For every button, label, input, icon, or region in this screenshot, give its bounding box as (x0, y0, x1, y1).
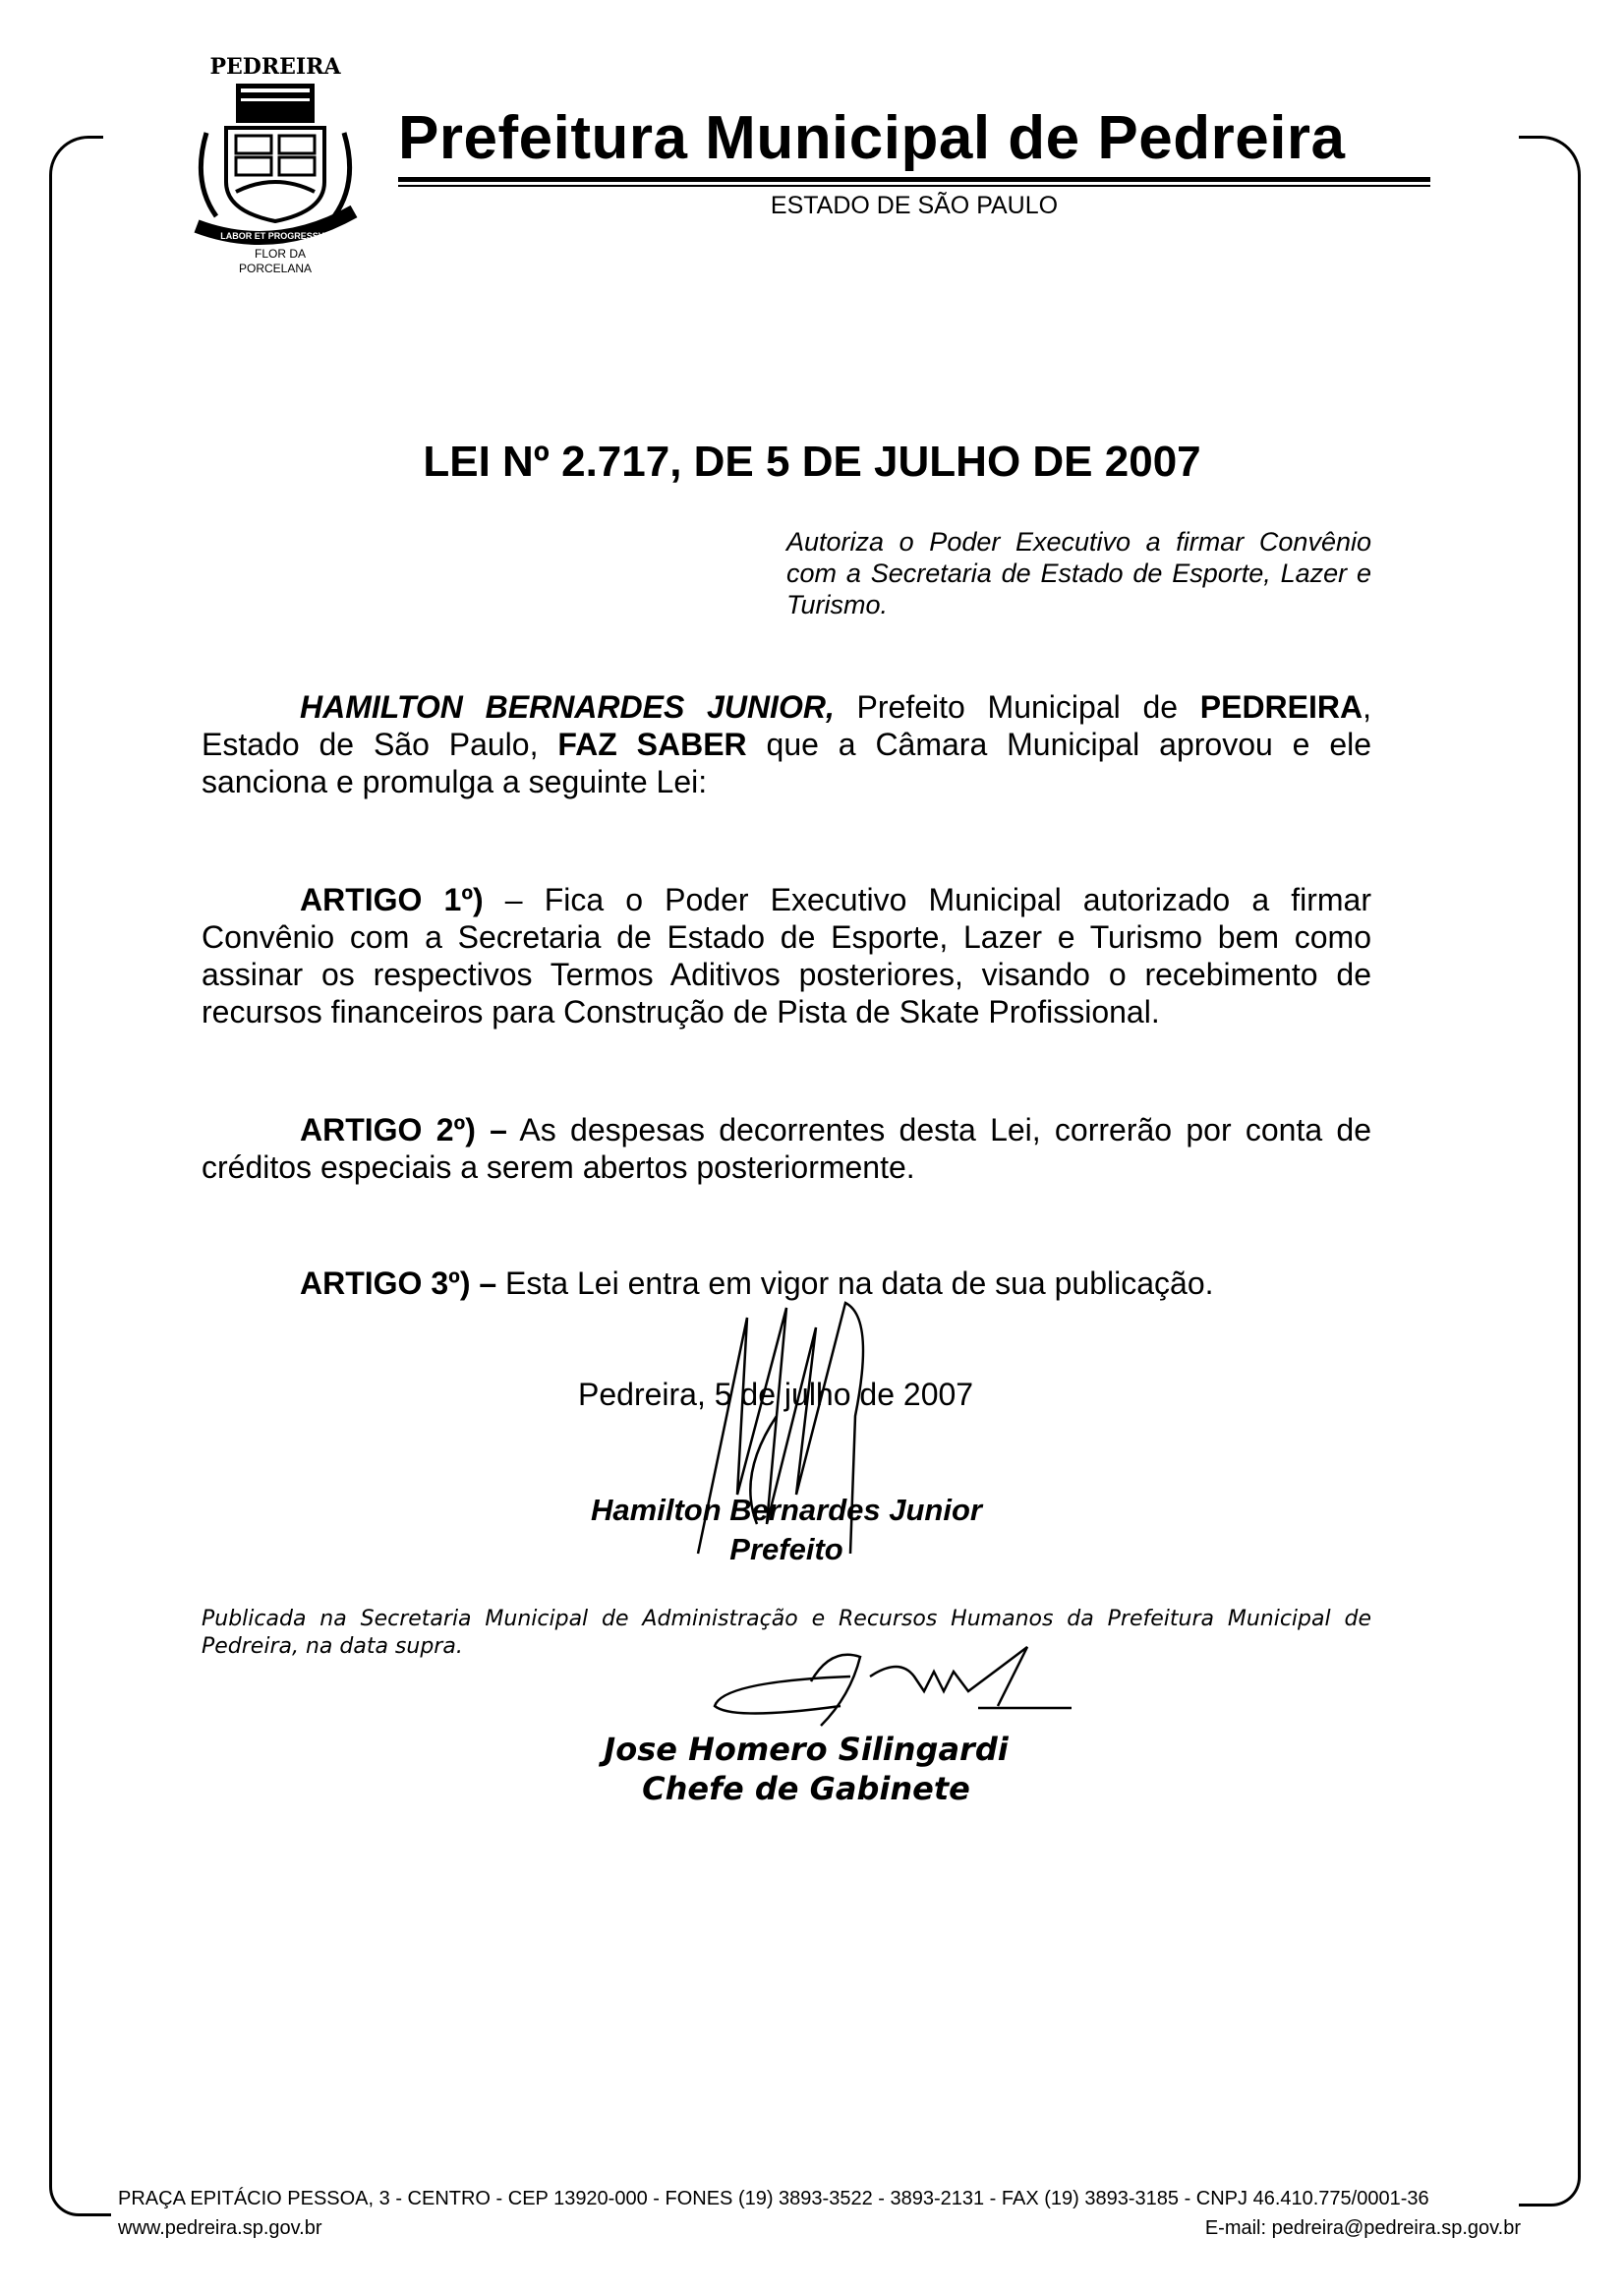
publication-note: Publicada na Secretaria Municipal de Administração e Recursos Humanos da Prefeitura Municipal de Pedreira, na data supra. (202, 1607, 1371, 1659)
coat-of-arms-logo (182, 44, 369, 275)
letterhead-title: Prefeitura Municipal de Pedreira (398, 104, 1346, 172)
law-title: LEI Nº 2.717, DE 5 DE JULHO DE 2007 (423, 438, 1201, 486)
article-text: As despesas decorrentes desta Lei, correrão por conta de créditos especiais a serem abertos posteriormente. (202, 1112, 1371, 1185)
article-3 (202, 1265, 1371, 1302)
mayor-name: HAMILTON BERNARDES JUNIOR, (300, 689, 835, 725)
letterhead-subtitle: ESTADO DE SÃO PAULO (770, 192, 1059, 219)
letterhead-rule (398, 177, 1430, 182)
footer-email[interactable]: E-mail: pedreira@pedreira.sp.gov.br (1204, 2217, 1521, 2239)
chief-signature (703, 1637, 1076, 1745)
article-label: ARTIGO 1º) (300, 882, 484, 917)
preamble-text: Prefeito Municipal de (834, 689, 1200, 725)
footer-address: PRAÇA EPITÁCIO PESSOA, 3 - CENTRO - CEP 13920-000 - FONES (19) 3893-3522 - 3893-2131 - FAX (19) 3893-3185 - CNPJ 46.410.775/0001-36 (118, 2188, 1429, 2209)
city-name: PEDREIRA (1199, 689, 1363, 725)
preamble-text: , Estado de São Paulo, (202, 689, 1371, 762)
mayor-signature (678, 1298, 914, 1583)
svg-text:LABOR ET PROGRESSVS: LABOR ET PROGRESSVS (220, 231, 330, 241)
svg-text:FLOR DA: FLOR DA (254, 247, 307, 261)
preamble-text: que a Câmara Municipal aprovou e ele sanciona e promulga a seguinte Lei: (202, 727, 1372, 799)
article-1 (202, 881, 1371, 1030)
article-text: Esta Lei entra em vigor na data de sua publicação. (496, 1265, 1214, 1301)
chief-title: Chefe de Gabinete (642, 1770, 970, 1807)
article-2 (202, 1111, 1371, 1186)
article-label: ARTIGO 2º) – (300, 1112, 507, 1148)
law-ementa: Autoriza o Poder Executivo a firmar Convênio com a Secretaria de Estado de Esporte, Lazer e Turismo. (786, 527, 1371, 619)
faz-saber: FAZ SABER (557, 727, 747, 762)
chief-name: Jose Homero Silingardi (604, 1731, 1009, 1768)
signer-name: Hamilton Bernardes Junior (591, 1493, 982, 1527)
date-line: Pedreira, 5 de julho de 2007 (578, 1377, 974, 1412)
article-label: ARTIGO 3º) – (300, 1265, 497, 1301)
signer-title: Prefeito (729, 1532, 843, 1566)
letterhead-rule (398, 185, 1430, 187)
preamble (202, 688, 1371, 800)
svg-text:PEDREIRA: PEDREIRA (209, 54, 341, 80)
article-text: – Fica o Poder Executivo Municipal autorizado a firmar Convênio com a Secretaria de Estado de Esporte, Lazer e Turismo bem como assinar os respectivos Termos Aditivos posteriores, visando o recebimento de recursos financeiros para Construção de Pista de Skate Profissional. (202, 882, 1372, 1030)
frame-gap (1430, 123, 1470, 152)
footer-website[interactable]: www.pedreira.sp.gov.br (118, 2217, 322, 2239)
svg-text:PORCELANA: PORCELANA (238, 262, 313, 275)
